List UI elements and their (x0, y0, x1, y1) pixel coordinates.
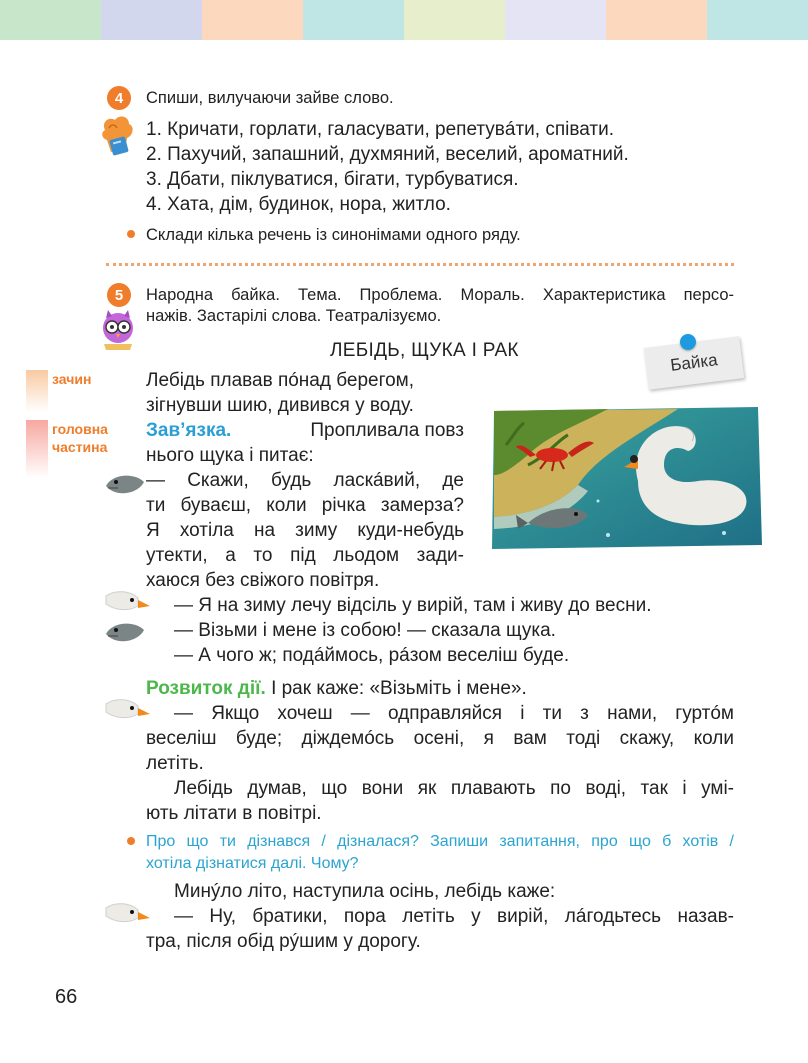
pike-speaker-icon (104, 470, 146, 498)
task-instruction: нажів. Застарілі слова. Театралізуємо. (146, 307, 442, 325)
dialogue-line: — Я на зиму лечу відсіль у вирій, там і живу до весни. (174, 595, 652, 616)
strip-segment (202, 0, 303, 40)
strip-segment (707, 0, 808, 40)
story-line: Я хотіла на зиму куди-небудь (146, 520, 464, 541)
story-line: зігнувши шию, дивився у воду. (146, 395, 414, 416)
story-text: І рак каже: «Візьміть і мене». (271, 678, 527, 699)
swan-speaker-icon (104, 696, 152, 724)
swan-pike-crayfish-illustration (488, 405, 764, 550)
story-line: веселіш буде; діждемóсь осені, я вам тоді скажу, коли (146, 728, 734, 749)
story-line: утекти, а то під льодом зади- (146, 545, 464, 566)
story-line: летіть. (146, 753, 204, 774)
strip-segment (303, 0, 404, 40)
task-number-badge: 5 (107, 283, 131, 307)
story-line: нього щука і питає: (146, 445, 314, 466)
question-line: хотіла дізнатися далі. Чому? (146, 855, 359, 872)
bullet-dot (127, 230, 135, 238)
strip-segment (606, 0, 707, 40)
story-line (146, 418, 464, 443)
keyword-rozvytok: Розвиток дії. (146, 678, 266, 699)
exercise-line: 1. Кричати, горлати, галасувати, репетувáти, співати. (146, 119, 614, 140)
side-marker-main (26, 420, 48, 478)
story-line: — Скажи, будь ласкáвий, де (146, 470, 464, 491)
story-line: ти буваєш, коли річка замерза? (146, 495, 464, 516)
side-label-main: частина (52, 439, 108, 455)
story-line: — Ну, братики, пора летіть у вирій, лáгодьтесь назав- (174, 906, 734, 927)
section-divider (106, 263, 734, 266)
writing-hand-icon (95, 112, 139, 162)
strip-segment (101, 0, 202, 40)
bullet-dot (127, 837, 135, 845)
side-label-start: зачин (52, 371, 92, 387)
story-line (146, 676, 527, 701)
task-instruction: Народна байка. Тема. Проблема. Мораль. Характеристика персо- (146, 286, 734, 304)
side-label-main: головна (52, 421, 108, 437)
dialogue-line: — Візьми і мене із собою! — сказала щука. (174, 620, 556, 641)
pin-icon (680, 334, 696, 350)
story-title: ЛЕБІДЬ, ЩУКА І РАК (330, 340, 519, 361)
exercise-line: 3. Дбати, піклуватися, бігати, турбуватися. (146, 169, 519, 190)
pike-speaker-icon (104, 618, 146, 646)
story-line: Лебідь плавав пóнад берегом, (146, 370, 415, 391)
story-line: Минýло літо, наступила осінь, лебідь каже: (174, 881, 556, 902)
side-marker-start (26, 370, 48, 412)
bullet-task: Склади кілька речень із синонімами одного ряду. (146, 226, 521, 244)
swan-speaker-icon (104, 588, 152, 616)
story-line: — Якщо хочеш — одправляйся і ти з нами, гуртóм (174, 703, 734, 724)
task-number-badge: 4 (107, 86, 131, 110)
task-instruction: Спиши, вилучаючи зайве слово. (146, 89, 394, 107)
dialogue-line: — А чого ж; подáймось, рáзом веселіш буде. (174, 645, 570, 666)
owl-reader-icon (98, 308, 138, 352)
top-color-strip (0, 0, 808, 40)
strip-segment (505, 0, 606, 40)
genre-card-label: Байка (669, 350, 719, 375)
keyword-zavyazka: Зав’язка. (146, 420, 232, 441)
page-number: 66 (55, 986, 78, 1008)
story-line: Лебідь думав, що вони як плавають по воді, так і умі- (174, 778, 734, 799)
swan-speaker-icon (104, 900, 152, 928)
story-text: Пропливала повз (310, 420, 464, 441)
question-line: Про що ти дізнався / дізналася? Запиши запитання, про що б хотів / (146, 833, 734, 850)
story-line: хаюся без свіжого повітря. (146, 570, 380, 591)
story-line: ють літати в повітрі. (146, 803, 322, 824)
strip-segment (0, 0, 101, 40)
story-line: тра, після обід рýшим у дорогу. (146, 931, 421, 952)
exercise-line: 4. Хата, дім, будинок, нора, житло. (146, 194, 451, 215)
exercise-line: 2. Пахучий, запашний, духмяний, веселий, ароматний. (146, 144, 629, 165)
strip-segment (404, 0, 505, 40)
